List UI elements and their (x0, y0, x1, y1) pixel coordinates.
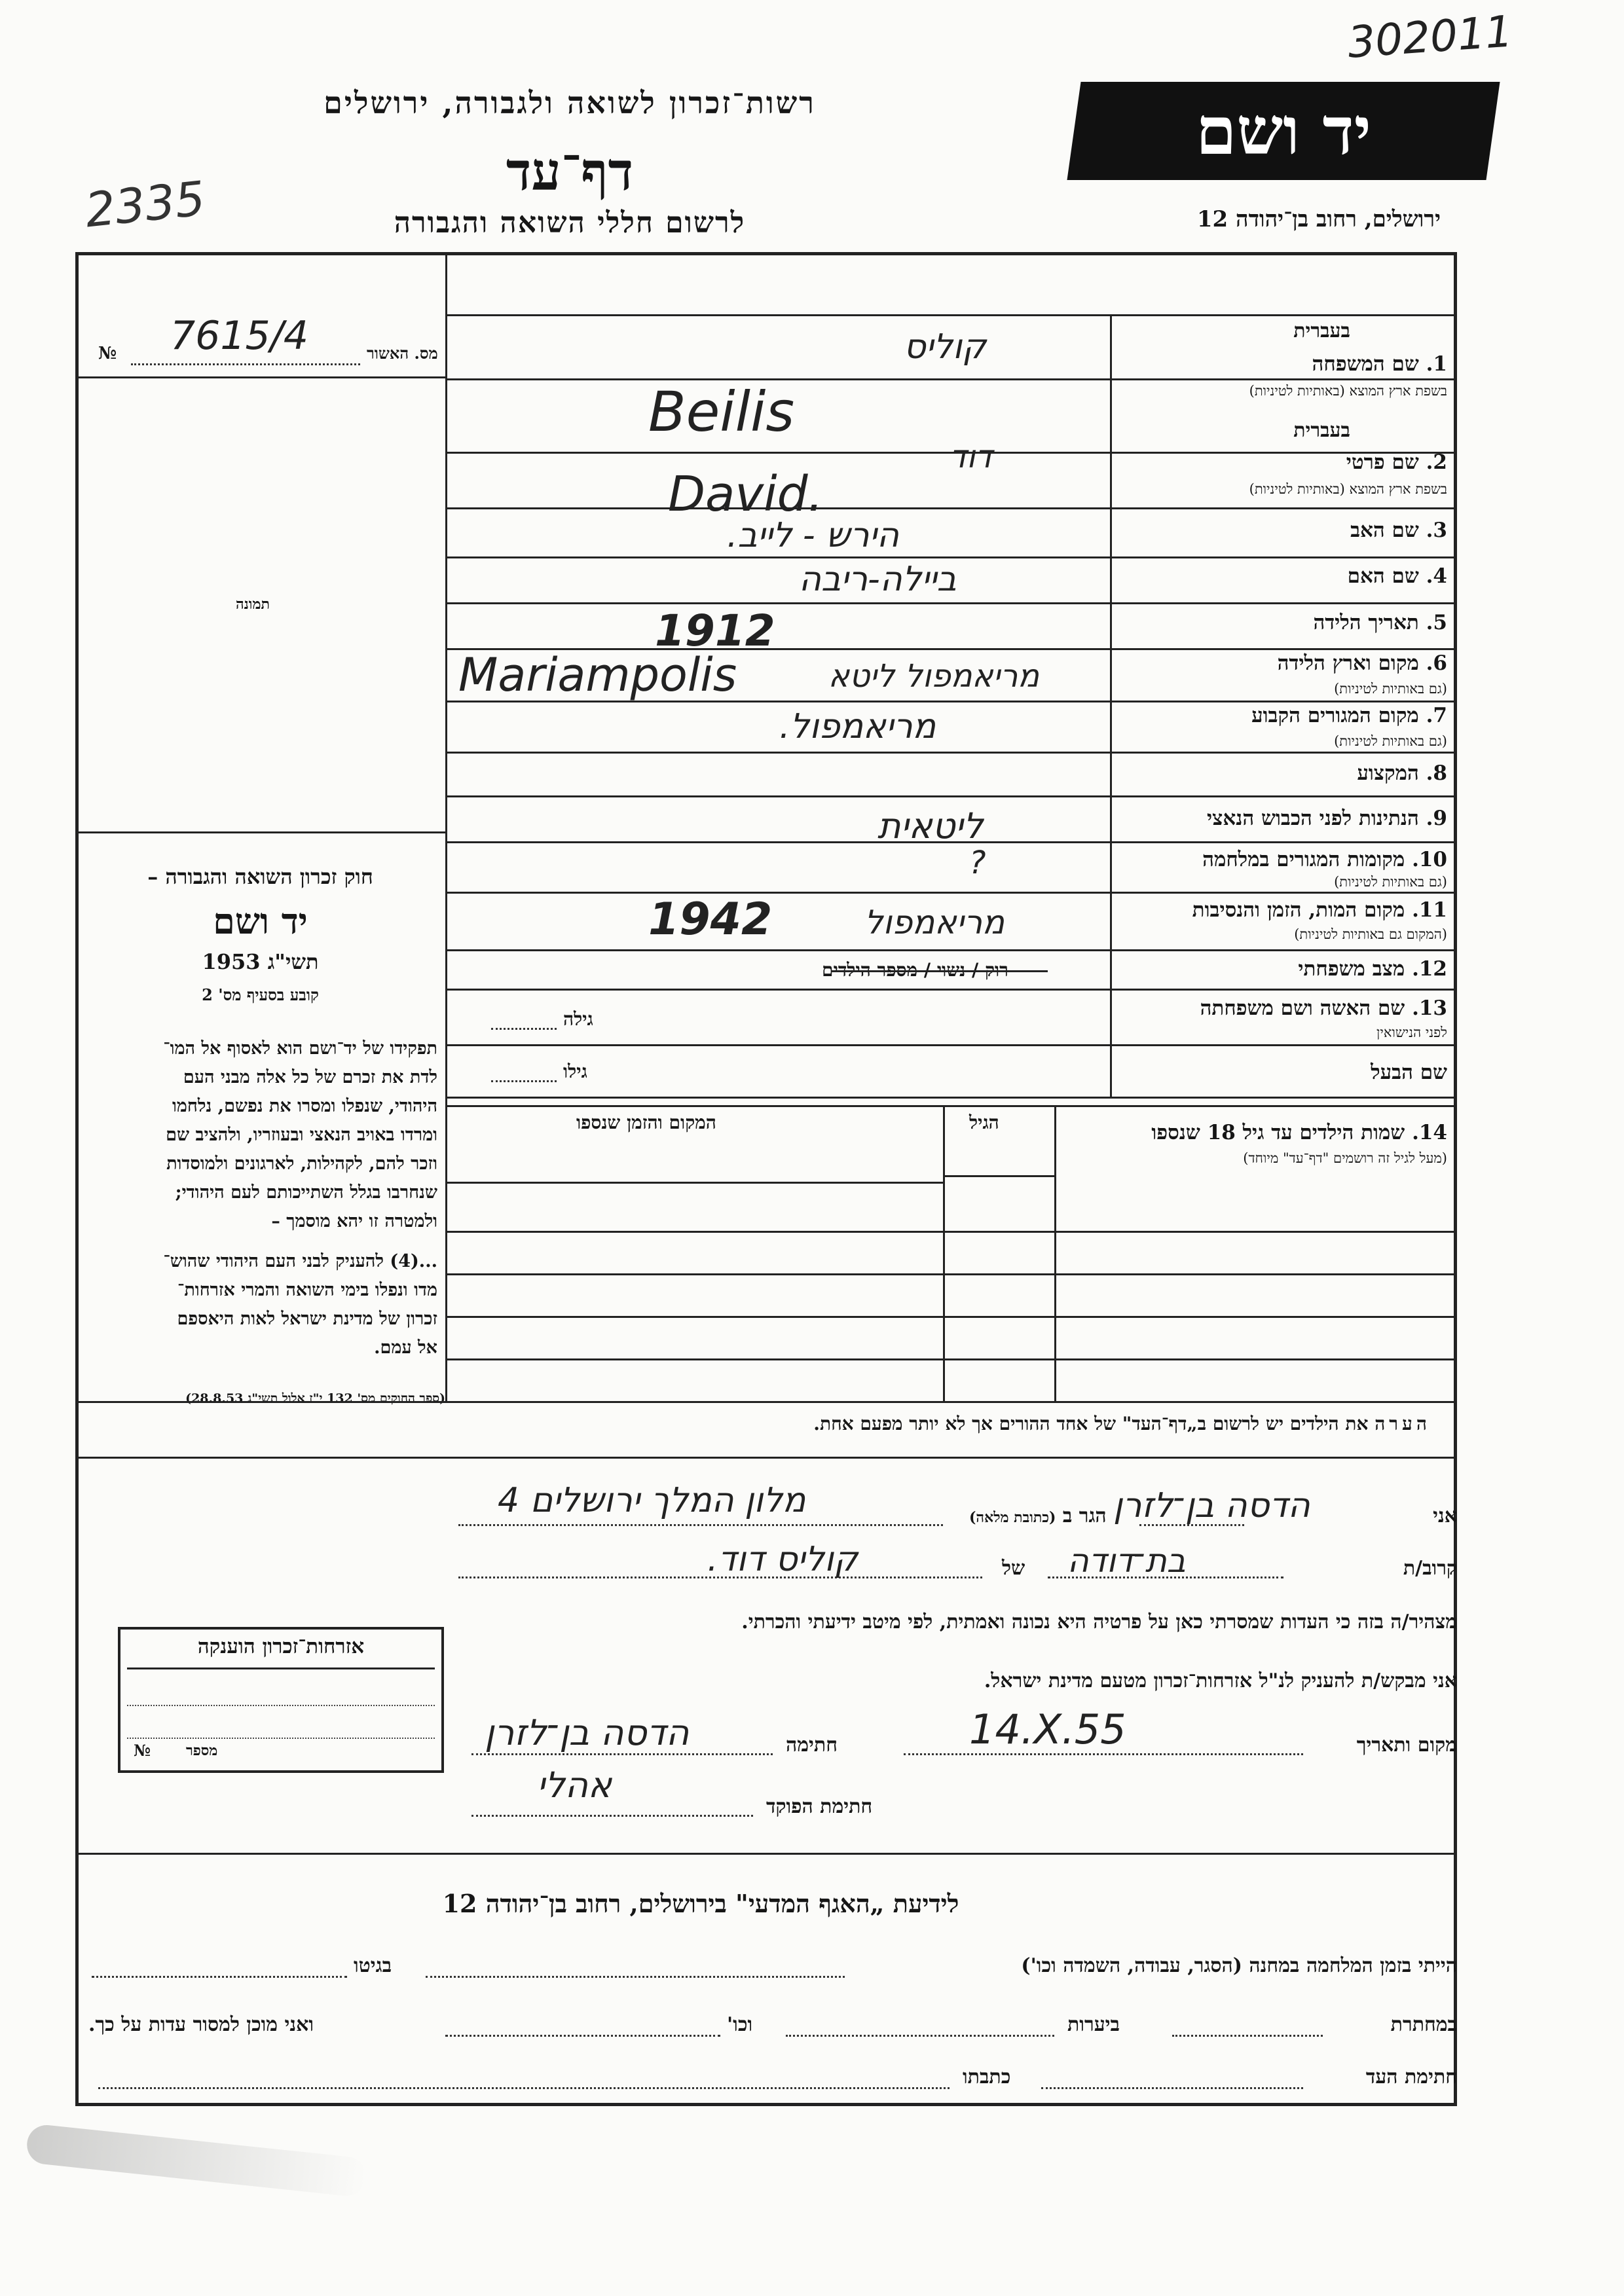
scan-smudge (25, 2123, 367, 2198)
page-subtitle: לרשום חללי השואה והגבורה (394, 206, 746, 240)
law-title: חוק זכרון השואה והגבורה – (147, 864, 373, 889)
field-3-label: 3. שם האב (1350, 519, 1447, 542)
authority-name: רשות־זכרון לשואה ולגבורה, ירושלים (323, 85, 816, 120)
field-10-sub: (גם באותיות לטיניות) (1334, 874, 1447, 890)
decl-statement: מצהיר/ה בזה כי העדות שמסרתי כאן על פרטיה היא נכונה ואמתית, לפי מיטב ידיעתי והכרתי. (741, 1611, 1457, 1633)
witness-ghetto-label: בגיטו (354, 1954, 392, 1977)
field-12-label: 12. מצב משפחתי (1298, 957, 1447, 981)
citizenship-box-no-symbol: № (134, 1741, 151, 1760)
field-7-label: 7. מקום המגורים הקבוע (1251, 704, 1447, 727)
page-title: דף־עד (506, 141, 634, 202)
law-footnote: (ספר החוקים מס' 132 י"ז אלול תשי"ג 28.8.53) (185, 1391, 445, 1406)
field-12-strike-marks (832, 970, 1048, 972)
field-7-value: מריאמפול. (779, 707, 936, 746)
archive-number-scrawl: 302011 (1346, 6, 1515, 68)
field-11-label: 11. מקום המות, הזמן והנסיבות (1192, 898, 1447, 922)
decl-place-date-label: מקום ותאריך (1356, 1734, 1457, 1757)
field-6-label: 6. מקום וארץ הלידה (1277, 651, 1447, 675)
witness-forests-label: ביערות (1067, 2013, 1120, 2036)
logo (1067, 82, 1500, 180)
children-place-col: המקום והזמן שנספו (576, 1112, 716, 1133)
decl-name: הדסה בן־לזרן (1113, 1486, 1310, 1525)
field-6-value-latin: Mariampolis (458, 648, 737, 702)
stamp-number: 2335 (83, 170, 208, 238)
field-11-sub: (המקום גם באותיות לטיניות) (1294, 926, 1447, 942)
field-4-value: ביילה-ריבה (799, 560, 957, 599)
law-text-line: ...(4) להעניק לבני העם היהודי שהוש־ (163, 1251, 437, 1271)
field-4-label: 4. שם האם (1347, 564, 1447, 588)
citizenship-box-title: אזרחות־זכרון הוענקה (197, 1635, 365, 1658)
law-text-line: ולמטרה זו יהא מוסמך – (271, 1211, 437, 1231)
law-text-line: היהודי, שנפלו ומסרו את נפשם, נלחמו (172, 1096, 437, 1116)
law-text-line: תפקידו של יד־ושם הוא לאסוף אל המו־ (163, 1038, 437, 1059)
decl-signature-label: חתימה (786, 1734, 838, 1757)
field-1-sub: בשפת ארץ המוצא (באותיות לטיניות) (1249, 383, 1447, 399)
note (813, 1413, 1431, 1435)
decl-signature: הדסה בן־לזרן (485, 1712, 690, 1753)
field-9-label: 9. הנתינות לפני הכבוש הנאצי (1207, 807, 1447, 830)
field-11-value-hebrew: מריאמפול (864, 903, 1005, 941)
decl-i-label: אני (1433, 1504, 1457, 1527)
decl-relation-of: קוליס דוד. (707, 1540, 858, 1579)
field-husband-label: שם הבעל (1371, 1061, 1447, 1084)
witness-camp-label: הייתי בזמן המלחמה במחנה (הסגר, עבודה, השמדה וכו') (1021, 1954, 1457, 1977)
field-husband-age-label: גילו (563, 1061, 587, 1082)
decl-resides-label: הגר ב (כתובת מלאה) (969, 1504, 1107, 1527)
field-9-value: ליטאית (877, 805, 984, 847)
field-2-label: 2. שם פרטי (1346, 450, 1447, 474)
field-3-value: הירש - לייב. (727, 516, 900, 555)
law-text-line: אל עמם. (374, 1338, 437, 1358)
header-address: ירושלים, רחוב בן־יהודה 12 (1196, 206, 1441, 232)
law-text-line: זכרון של מדינת ישראל לאות היאספם (177, 1309, 437, 1329)
witness-etc-label: וכו' (727, 2013, 753, 2036)
decl-full-address-label: (כתובת מלאה) (969, 1509, 1056, 1526)
field-5-label: 5. תאריך הלידה (1313, 611, 1447, 634)
approval-label: מס. האשור (367, 344, 438, 363)
logo-text: יד ושם (1196, 92, 1371, 170)
note-text: את הילדים יש לרשום ב„דף־העד" של אחד ההורים אך לא יותר מפעם אחת. (813, 1413, 1369, 1434)
decl-relative-label: קרוב/ת (1403, 1557, 1457, 1580)
field-7-sub: (גם באותיות לטיניות) (1334, 733, 1447, 749)
decl-place-date: 14.X.55 (969, 1705, 1126, 1753)
field-1-hebrew-tag: בעברית (1293, 319, 1350, 342)
field-10-label: 10. מקומות המגורים במלחמה (1202, 848, 1447, 871)
field-6-sub: (גם באותיות לטיניות) (1334, 681, 1447, 697)
children-sub: (מעל לגיל זה רושמים "דף־עד" מיוחד) (1243, 1150, 1447, 1166)
field-1-label: 1. שם המשפחה (1312, 352, 1447, 376)
witness-address-label: כתבתו (963, 2066, 1011, 2088)
photo-label: תמונה (236, 596, 270, 613)
field-8-label: 8. המקצוע (1357, 761, 1447, 785)
decl-officer-signature: אהלי (537, 1764, 612, 1806)
field-2-value-latin: David. (668, 466, 824, 522)
field-11-value-year: 1942 (648, 894, 773, 945)
field-2-hebrew-tag: בעברית (1293, 419, 1350, 442)
law-title-yadvashem: יד ושם (213, 900, 308, 942)
law-clause: קובע בסעיף מס' 2 (202, 985, 319, 1004)
law-text-line: וזכר להם, לקהילות, לארגונים ולמוסדות (166, 1154, 437, 1174)
decl-officer-label: חתימת הפוקד (766, 1795, 873, 1818)
field-2-value-hebrew: דוד (950, 439, 993, 475)
field-2-sub: בשפת ארץ המוצא (באותיות לטיניות) (1249, 481, 1447, 497)
approval-number: 7615/4 (170, 313, 309, 359)
field-12-value: רוק / נשוי / מספר הילדים (822, 959, 1008, 981)
law-text-line: מדו ונפלו בימי השואה והמרי אזרחות־ (177, 1280, 437, 1300)
decl-request: אני מבקש/ת להעניק לנ"ל אזרחות־זכרון מטעם מדינת ישראל. (984, 1669, 1457, 1692)
field-13-age-label: גילה (563, 1008, 593, 1030)
law-year: תשי"ג 1953 (202, 949, 319, 974)
witness-signature-label: חתימת העד (1365, 2066, 1457, 2088)
field-13-label: 13. שם האשה ושם משפחתה (1200, 996, 1447, 1020)
field-5-value: 1912 (655, 606, 775, 656)
field-1-value-latin: Beilis (648, 380, 795, 444)
citizenship-box (118, 1627, 444, 1773)
decl-relation: בת־דודה (1067, 1542, 1186, 1580)
field-6-value-hebrew: מריאמפול ליטא (828, 658, 1039, 695)
note-label: הערה (1375, 1413, 1431, 1434)
field-1-value-hebrew: קוליס (904, 327, 986, 367)
citizenship-box-number-label: מספר (186, 1742, 218, 1759)
decl-address: מלון המלך ירושלים 4 (498, 1481, 806, 1520)
law-text-line: לדת את זכרם של כל אלה מבני העם (183, 1067, 437, 1087)
witness-ready-label: ואני מוכן למסור עדות על כך. (88, 2013, 314, 2036)
approval-no-symbol: № (98, 344, 117, 363)
children-age-col: הגיל (969, 1112, 999, 1133)
children-label: 14. שמות הילדים עד גיל 18 שנספו (1151, 1121, 1447, 1144)
field-13-sub: לפני הנישואין (1376, 1025, 1447, 1040)
decl-of-label: של (1002, 1557, 1025, 1580)
witness-header: לידיעת „האגף המדעי" בירושלים, רחוב בן־יהודה 12 (442, 1889, 959, 1918)
field-10-value: ? (969, 845, 986, 881)
law-text-line: שנחרבו בגלל השתייכותם לעם היהודי; (175, 1182, 437, 1203)
witness-underground-label: במחתרת (1390, 2013, 1457, 2036)
law-text-line: ומרדו באויב הנאצי ובעוזריו, ולהציב שם (166, 1125, 437, 1145)
